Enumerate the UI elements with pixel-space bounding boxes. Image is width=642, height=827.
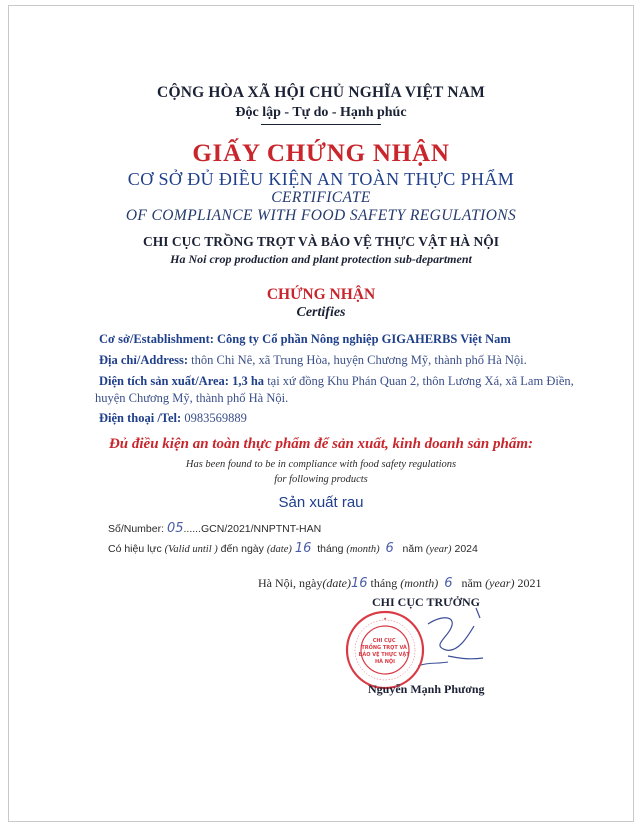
- certificate-subtitle: CƠ SỞ ĐỦ ĐIỀU KIỆN AN TOÀN THỰC PHẨM: [127, 169, 515, 189]
- issue-year-word: năm: [461, 576, 483, 590]
- establishment-value: Công ty Cổ phần Nông nghiệp GIGAHERBS Việt Nam: [217, 332, 511, 346]
- compliance-statement: Đủ điều kiện an toàn thực phẩm để sản xuất, kinh doanh sản phẩm:: [108, 436, 534, 452]
- seal-line-4: HÀ NỘI: [374, 659, 396, 665]
- address-value: thôn Chi Nê, xã Trung Hòa, huyện Chương Mỹ, thành phố Hà Nội.: [191, 353, 527, 367]
- issue-month: 6: [444, 576, 453, 591]
- number-handwritten: 05: [166, 521, 184, 536]
- issue-month-label: (month): [400, 576, 439, 590]
- certificate-title-english: CERTIFICATE: [271, 189, 371, 206]
- issue-date-label: (date): [322, 576, 351, 590]
- number-dots: ......: [183, 523, 202, 535]
- area-label: Diện tích sản xuất/Area:: [99, 374, 229, 388]
- signer-name: Nguyễn Mạnh Phương: [368, 682, 485, 696]
- issue-month-word: tháng: [370, 576, 398, 590]
- establishment-row: [99, 332, 511, 347]
- certificate-number-row: [108, 521, 321, 536]
- motto: Độc lập - Tự do - Hạnh phúc: [235, 105, 407, 120]
- validity-month-word: tháng: [317, 543, 344, 555]
- validity-year-word: năm: [402, 543, 423, 555]
- validity-label-english: (Valid until ): [164, 544, 218, 555]
- seal-line-2: TRỒNG TRỌT VÀ: [361, 645, 407, 651]
- address-label: Địa chỉ/Address:: [99, 353, 189, 367]
- certifies-heading: CHỨNG NHẬN: [266, 286, 376, 303]
- svg-text:★: ★: [383, 616, 387, 621]
- compliance-statement-english: Has been found to be in compliance with food safety regulations: [185, 459, 457, 470]
- validity-day: 16: [294, 541, 312, 556]
- certificate-title: GIẤY CHỨNG NHẬN: [192, 140, 450, 167]
- validity-month: 6: [385, 541, 394, 556]
- validity-year-label: (year): [425, 544, 452, 555]
- validity-month-label: (month): [346, 544, 380, 555]
- validity-to-date: đến ngày: [220, 543, 264, 555]
- signer-title: CHI CỤC TRƯỞNG: [372, 595, 481, 609]
- validity-year: 2024: [454, 543, 478, 555]
- area-location: tại xứ đồng Khu Phán Quan 2, thôn Lương Xá, xã Lam Điền,: [267, 374, 574, 388]
- seal-line-1: CHI CỤC: [372, 638, 396, 644]
- svg-text:CHI CỤC TRỒNG TRỌT VÀ: [359, 638, 412, 665]
- validity-prefix: Có hiệu lực: [108, 543, 162, 555]
- number-label: Số/Number:: [108, 523, 165, 535]
- phone-value: 0983569889: [184, 411, 247, 425]
- issue-year-label: (year): [485, 576, 515, 590]
- area-row: [99, 374, 574, 389]
- phone-row: [99, 411, 247, 426]
- validity-row: [108, 541, 478, 556]
- validity-date-label: (date): [266, 544, 292, 555]
- issue-place: Hà Nội, ngày: [258, 576, 323, 590]
- issuer-name-english: Ha Noi crop production and plant protection sub-department: [170, 252, 472, 266]
- product-name: Sản xuất rau: [278, 494, 364, 511]
- official-seal: [345, 610, 425, 690]
- issuer-name: CHI CỤC TRỒNG TRỌT VÀ BẢO VỆ THỰC VẬT HÀ NỘI: [142, 234, 500, 249]
- nation-heading: CỘNG HÒA XÃ HỘI CHỦ NGHĨA VIỆT NAM: [157, 84, 485, 101]
- seal-line-3: BẢO VỆ THỰC VẬT: [358, 652, 410, 658]
- phone-label: Điện thoại /Tel:: [99, 411, 182, 425]
- area-row-continued: [95, 391, 288, 406]
- certificate-subtitle-english: OF COMPLIANCE WITH FOOD SAFETY REGULATIONS: [125, 207, 517, 224]
- number-suffix: GCN/2021/NNPTNT-HAN: [201, 523, 322, 535]
- establishment-label: Cơ sở/Establishment:: [99, 332, 214, 346]
- address-row: [99, 353, 527, 368]
- compliance-statement-english-2: for following products: [274, 474, 368, 485]
- issue-day: 16: [350, 576, 368, 591]
- area-location-continued: huyện Chương Mỹ, thành phố Hà Nội.: [95, 391, 289, 405]
- issue-year: 2021: [517, 576, 542, 590]
- issue-date: [258, 576, 541, 591]
- certifies-heading-english: Certifies: [296, 305, 346, 320]
- motto-underline: [261, 124, 381, 125]
- area-amount: 1,3 ha: [232, 374, 265, 388]
